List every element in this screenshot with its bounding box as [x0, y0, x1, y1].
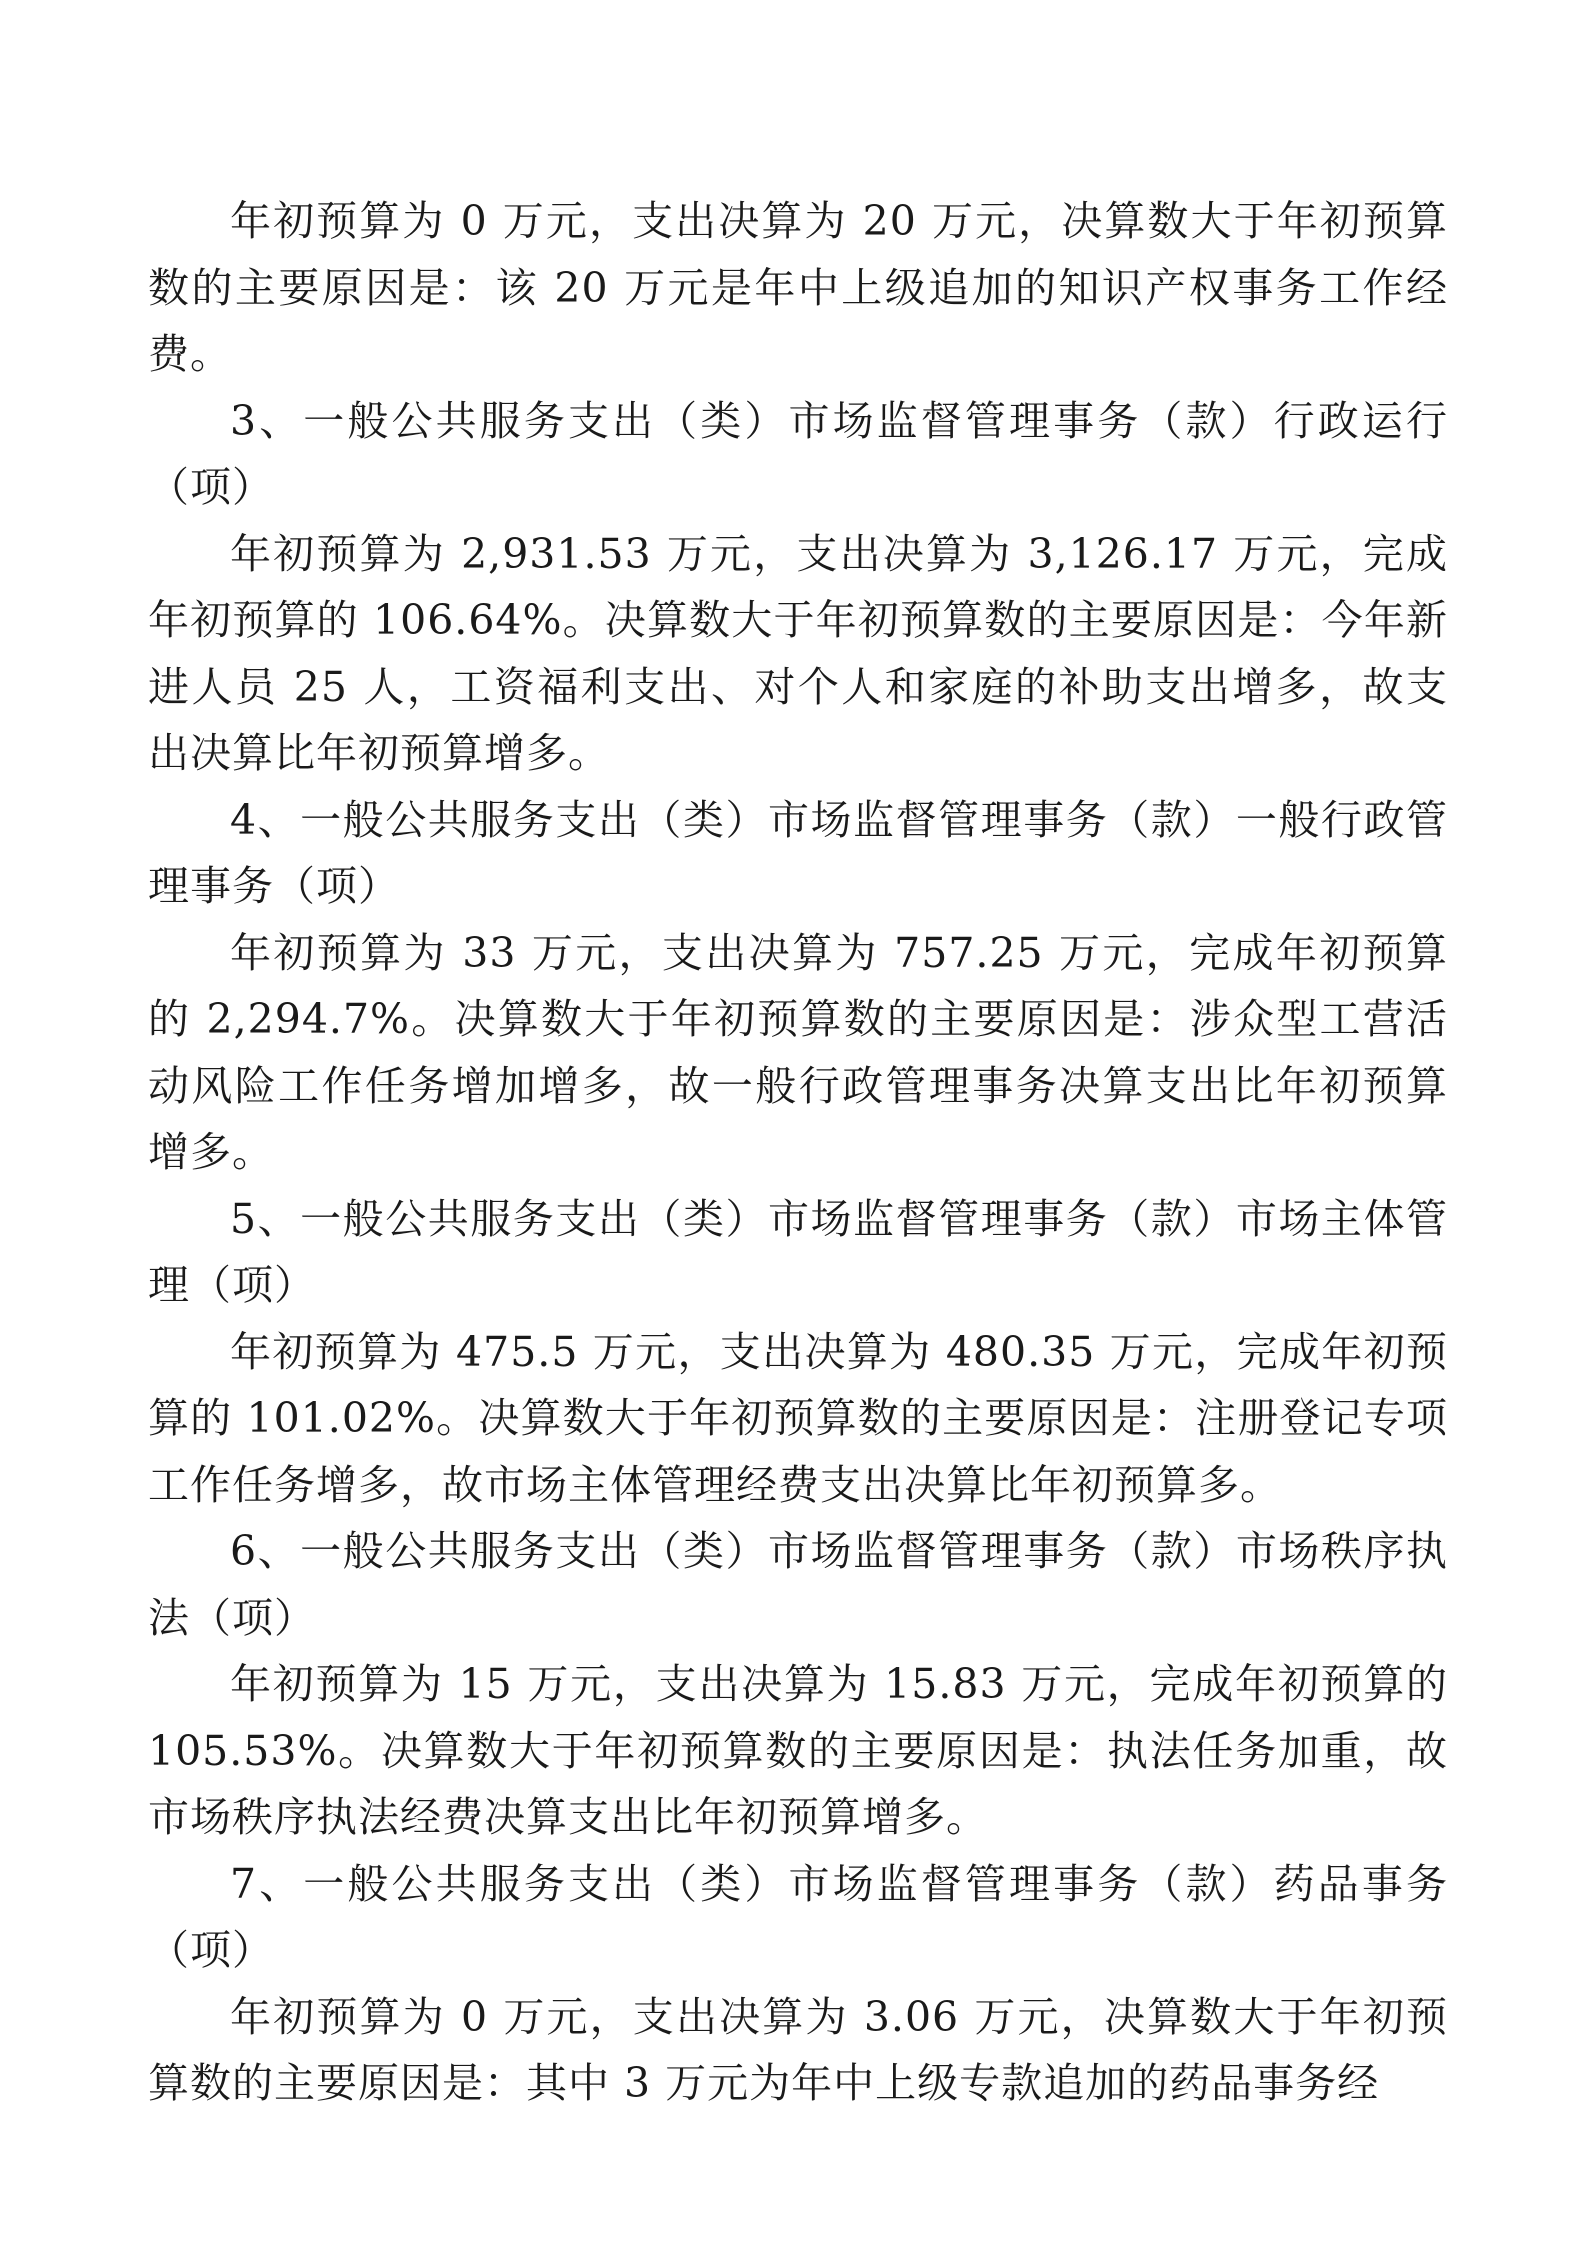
paragraph-item-7-explanation: 年初预算为 0 万元，支出决算为 3.06 万元，决算数大于年初预算数的主要原因是：其中 3 万元为年中上级专款追加的药品事务经 [148, 1992, 1448, 2107]
heading-item-5-market-entity-management: 5、一般公共服务支出（类）市场监督管理事务（款）市场主体管理（项） [148, 1194, 1448, 1309]
heading-item-7-drug-affairs: 7、一般公共服务支出（类）市场监督管理事务（款）药品事务（项） [148, 1859, 1448, 1974]
paragraph-ip-affairs-explanation: 年初预算为 0 万元，支出决算为 20 万元，决算数大于年初预算数的主要原因是：该 20 万元是年中上级追加的知识产权事务工作经费。 [148, 197, 1448, 378]
paragraph-item-4-explanation: 年初预算为 33 万元，支出决算为 757.25 万元，完成年初预算的 2,294.7%。决算数大于年初预算数的主要原因是：涉众型工营活动风险工作任务增加增多，故一般行政管理事务决算支出比年初预算增多。 [148, 928, 1448, 1176]
heading-item-6-market-order-enforcement: 6、一般公共服务支出（类）市场监督管理事务（款）市场秩序执法（项） [148, 1527, 1448, 1642]
heading-item-3-administrative-operation: 3、一般公共服务支出（类）市场监督管理事务（款）行政运行（项） [148, 396, 1448, 511]
heading-item-4-general-admin-affairs: 4、一般公共服务支出（类）市场监督管理事务（款）一般行政管理事务（项） [148, 795, 1448, 910]
paragraph-item-3-explanation: 年初预算为 2,931.53 万元，支出决算为 3,126.17 万元，完成年初预算的 106.64%。决算数大于年初预算数的主要原因是：今年新进人员 25 人，工资福利支出、对个人和家庭的补助支出增多，故支出决算比年初预算增多。 [148, 529, 1448, 777]
paragraph-item-6-explanation: 年初预算为 15 万元，支出决算为 15.83 万元，完成年初预算的 105.53%。决算数大于年初预算数的主要原因是：执法任务加重，故市场秩序执法经费决算支出比年初预算增多。 [148, 1660, 1448, 1841]
paragraph-item-5-explanation: 年初预算为 475.5 万元，支出决算为 480.35 万元，完成年初预算的 101.02%。决算数大于年初预算数的主要原因是：注册登记专项工作任务增多，故市场主体管理经费支出决算比年初预算多。 [148, 1327, 1448, 1509]
document-page [148, 188, 1448, 2117]
